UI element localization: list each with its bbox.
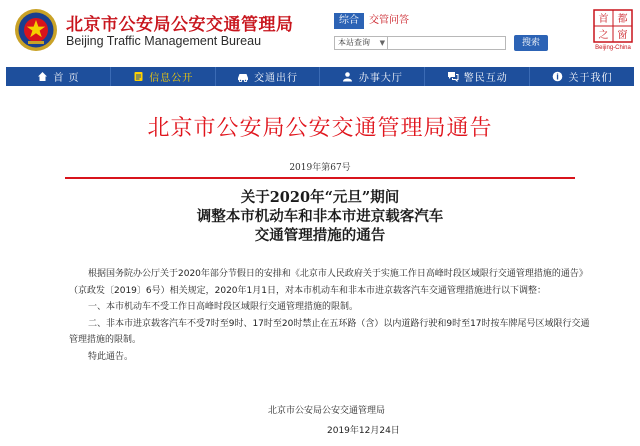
svg-text:i: i [556, 72, 559, 82]
notice-title: 北京市公安局公安交通管理局通告 [147, 116, 493, 141]
subject-line: 调整本市机动车和非本市进京载客汽车 [196, 208, 444, 225]
nav-label: 信息公开 [149, 73, 194, 84]
body-paragraph: 一、本市机动车不受工作日高峰时段区域限行交通管理措施的限制。 [88, 302, 359, 312]
svg-text:之: 之 [598, 30, 609, 41]
signature-org: 北京市公安局公安交通管理局 [268, 406, 386, 416]
site-header [0, 0, 640, 64]
service-icon [342, 71, 354, 83]
document-number: 2019年第67号 [289, 163, 351, 173]
tab-qa[interactable]: 交管问答 [369, 15, 409, 26]
nav-label: 办事大厅 [358, 73, 403, 84]
svg-text:窗: 窗 [617, 30, 628, 41]
subject-line: 关于2020年“元旦”期间 [240, 189, 400, 206]
main-nav [6, 67, 634, 86]
body-paragraph: 管理措施的限制。 [69, 335, 142, 345]
tab-general[interactable]: 综合 [334, 13, 364, 29]
nav-label: 关于我们 [568, 73, 613, 84]
body-paragraph: 根据国务院办公厅关于2020年部分节假日的安排和《北京市人民政府关于实施工作日高峰时段区域限行交通管理措施的通告》 [88, 269, 588, 279]
subject-line: 交通管理措施的通告 [254, 227, 386, 244]
site-title[interactable]: 北京市公安局公安交通管理局 [66, 15, 294, 35]
chevron-down-icon: ▼ [379, 39, 385, 47]
interaction-icon [447, 71, 459, 83]
nav-item-interaction[interactable] [425, 67, 530, 86]
search-bar [334, 35, 548, 51]
about-icon [552, 71, 564, 83]
car-icon [237, 71, 249, 83]
body-paragraph: 二、非本市进京载客汽车不受7时至9时、17时至20时禁止在五环路（含）以内道路行驶和9时至17时按车牌尾号区域限行交通 [88, 318, 590, 329]
search-scope-label: 本站查询 [338, 38, 370, 47]
site-title-en: Beijing Traffic Management Bureau [66, 34, 262, 48]
search-input[interactable] [388, 36, 506, 50]
home-icon [36, 71, 48, 83]
signature-date: 2019年12月24日 [327, 426, 400, 436]
nav-item-home[interactable] [6, 67, 111, 86]
nav-label: 首 页 [53, 73, 80, 84]
info-icon [132, 71, 144, 83]
svg-text:首: 首 [598, 14, 609, 25]
capital-window-caption: Beijing-China [595, 45, 631, 51]
body-paragraph: 特此通告。 [88, 351, 134, 362]
police-emblem-icon[interactable] [14, 8, 58, 52]
red-divider [65, 177, 575, 179]
nav-item-service[interactable] [320, 67, 425, 86]
nav-item-about[interactable] [530, 67, 634, 86]
nav-label: 交通出行 [254, 73, 299, 84]
notice-subject [0, 188, 640, 245]
search-button[interactable]: 搜索 [514, 35, 548, 51]
search-scope-select[interactable] [334, 36, 388, 50]
body-paragraph: （京政发〔2019〕6号）相关规定，2020年1月1日，对本市机动车和非本市进京载客汽车交通管理措施进行以下调整： [69, 285, 546, 296]
nav-item-info[interactable] [111, 67, 216, 86]
nav-item-travel[interactable] [216, 67, 321, 86]
notice-body [69, 266, 589, 365]
search-tabs [334, 13, 414, 29]
nav-label: 警民互动 [463, 73, 508, 84]
svg-text:都: 都 [617, 14, 628, 25]
